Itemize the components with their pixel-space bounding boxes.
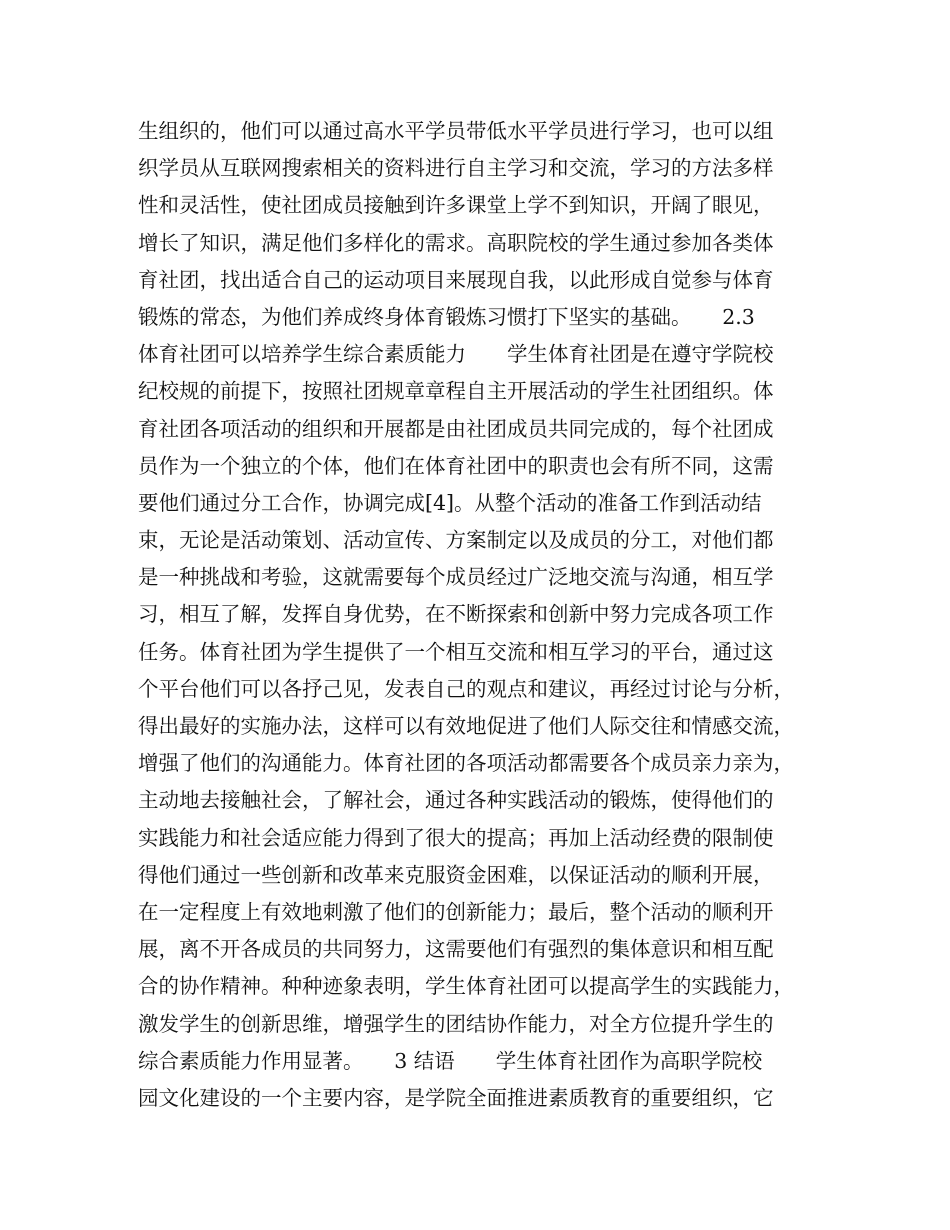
text-line: 是一种挑战和考验，这就需要每个成员经过广泛地交流与沟通，相互学 (138, 565, 774, 590)
text-line: 任务。体育社团为学生提供了一个相互交流和相互学习的平台，通过这 (138, 639, 774, 664)
text-line: 展，离不开各成员的共同努力，这需要他们有强烈的集体意识和相互配 (138, 937, 774, 962)
text-line: 要他们通过分工合作，协调完成[4]。从整个活动的准备工作到活动结 (138, 490, 762, 515)
text-line: 体育社团可以培养学生综合素质能力 学生体育社团是在遵守学院校 (138, 342, 774, 367)
body-text (138, 113, 828, 1117)
text-line: 主动地去接触社会，了解社会，通过各种实践活动的锻炼，使得他们的 (138, 788, 774, 813)
text-line: 激发学生的创新思维，增强学生的团结协作能力，对全方位提升学生的 (138, 1011, 774, 1036)
text-line: 综合素质能力作用显著。 3 结语 学生体育社团作为高职学院校 (138, 1048, 763, 1073)
text-line: 育社团各项活动的组织和开展都是由社团成员共同完成的，每个社团成 (138, 416, 774, 441)
text-line: 织学员从互联网搜索相关的资料进行自主学习和交流，学习的方法多样 (138, 156, 774, 181)
text-line: 增强了他们的沟通能力。体育社团的各项活动都需要各个成员亲力亲为， (138, 751, 794, 776)
text-line: 在一定程度上有效地刺激了他们的创新能力；最后，整个活动的顺利开 (138, 899, 774, 924)
text-line: 束，无论是活动策划、活动宣传、方案制定以及成员的分工，对他们都 (138, 528, 774, 553)
text-line: 增长了知识，满足他们多样化的需求。高职院校的学生通过参加各类体 (138, 230, 774, 255)
text-line: 生组织的，他们可以通过高水平学员带低水平学员进行学习，也可以组 (138, 119, 774, 143)
text-line: 园文化建设的一个主要内容，是学院全面推进素质教育的重要组织，它 (138, 1085, 774, 1110)
text-line: 员作为一个独立的个体，他们在体育社团中的职责也会有所不同，这需 (138, 453, 774, 478)
text-line: 实践能力和社会适应能力得到了很大的提高；再加上活动经费的限制使 (138, 825, 774, 850)
text-line: 个平台他们可以各抒己见，发表自己的观点和建议，再经过讨论与分析， (138, 676, 794, 701)
text-line: 育社团，找出适合自己的运动项目来展现自我，以此形成自觉参与体育 (138, 267, 774, 292)
text-line: 合的协作精神。种种迹象表明，学生体育社团可以提高学生的实践能力， (138, 974, 794, 999)
text-line: 纪校规的前提下，按照社团规章章程自主开展活动的学生社团组织。体 (138, 379, 774, 404)
text-line: 锻炼的常态，为他们养成终身体育锻炼习惯打下坚实的基础。 2.3 (138, 304, 755, 329)
text-line: 得他们通过一些创新和改革来克服资金困难，以保证活动的顺利开展， (138, 862, 774, 887)
text-line: 习，相互了解，发挥自身优势，在不断探索和创新中努力完成各项工作 (138, 602, 774, 627)
text-line: 得出最好的实施办法，这样可以有效地促进了他们人际交往和情感交流， (138, 714, 794, 738)
text-line: 性和灵活性，使社团成员接触到许多课堂上学不到知识，开阔了眼见， (138, 193, 774, 218)
